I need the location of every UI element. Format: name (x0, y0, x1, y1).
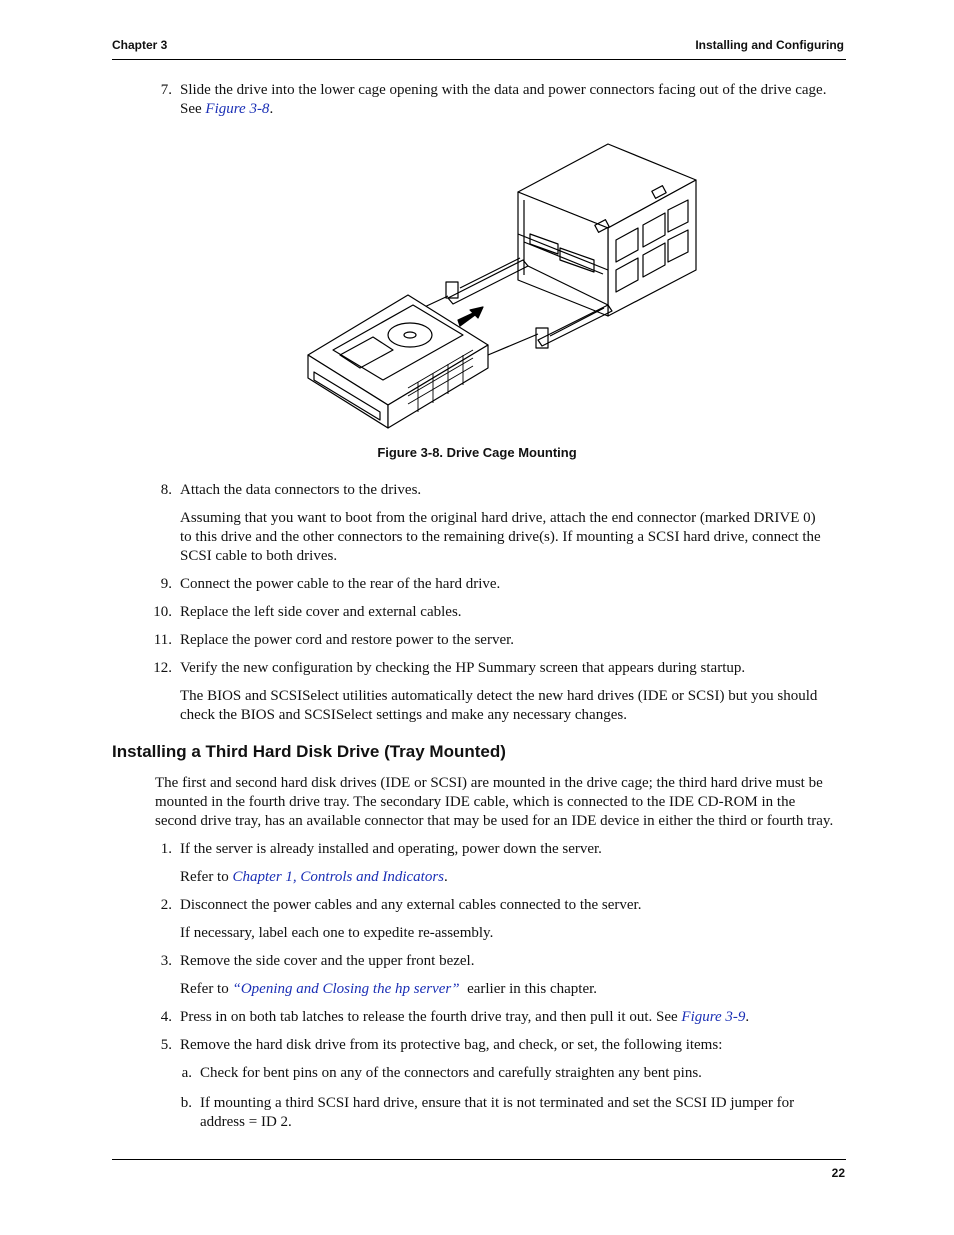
substep-letter: a. (181, 1065, 192, 1081)
page-number: 22 (831, 1166, 845, 1180)
chapter-1-link[interactable]: Chapter 1, Controls and Indicators (232, 869, 445, 885)
step-text: Verify the new configuration by checking the HP Summary screen that appears during startup. (180, 660, 746, 676)
figure-caption: Figure 3-8. Drive Cage Mounting (377, 445, 577, 460)
step-text-main: Press in on both tab latches to release the fourth drive tray, and then pull it out. See (180, 1009, 682, 1025)
step-note: check the BIOS and SCSISelect settings and make any necessary changes. (180, 707, 627, 723)
step-number: 12. (153, 660, 172, 676)
substep-text: Check for bent pins on any of the connectors and carefully straighten any bent pins. (200, 1065, 702, 1081)
step-note: If necessary, label each one to expedite re-assembly. (180, 925, 494, 941)
section-intro: The first and second hard disk drives (IDE or SCSI) are mounted in the drive cage; the third hard drive must be (155, 775, 823, 791)
step-paragraph: SCSI cable to both drives. (180, 548, 338, 564)
rail-left (448, 260, 528, 304)
step-number: 3. (160, 953, 172, 969)
step-text: Replace the left side cover and external cables. (180, 604, 462, 620)
step-number: 10. (153, 604, 172, 620)
step-number: 8. (160, 482, 172, 498)
step-text: Replace the power cord and restore power to the server. (180, 632, 515, 648)
step-text (180, 1008, 749, 1027)
step-text: Remove the side cover and the upper front bezel. (180, 953, 475, 969)
opening-closing-link[interactable]: “Opening and Closing the hp server” (232, 981, 460, 997)
step-text: Slide the drive into the lower cage opening with the data and power connectors facing out of the drive cage. (180, 82, 827, 98)
step-number: 4. (160, 1009, 172, 1025)
step-text: Disconnect the power cables and any external cables connected to the server. (180, 897, 642, 913)
step-paragraph: Assuming that you want to boot from the original hard drive, attach the end connector (marked DRIVE 0) (180, 510, 816, 526)
step-text: If the server is already installed and operating, power down the server. (180, 841, 602, 857)
header-chapter: Chapter 3 (112, 38, 168, 52)
header-section: Installing and Configuring (695, 38, 844, 52)
step-refer (180, 980, 597, 999)
step-number: 11. (153, 632, 172, 648)
step-note: The BIOS and SCSISelect utilities automatically detect the new hard drives (IDE or SCSI) but you should (180, 688, 818, 704)
see-label: See (180, 101, 206, 117)
step-refer (180, 868, 448, 887)
step-text: Attach the data connectors to the drives. (180, 482, 422, 498)
figure-3-9-link[interactable]: Figure 3-9 (681, 1009, 746, 1025)
page-header (112, 38, 844, 52)
step-text-end: . (745, 1009, 750, 1025)
refer-end: earlier in this chapter. (459, 981, 598, 997)
section-intro: mounted in the fourth drive tray. The secondary IDE cable, which is connected to the IDE CD-ROM in the (155, 794, 796, 810)
refer-label: Refer to (180, 981, 233, 997)
step-number: 7. (160, 82, 172, 98)
step-see-line (180, 100, 273, 119)
drive-cage-figure (298, 130, 698, 430)
header-rule (112, 59, 846, 60)
step-paragraph: to this drive and the other connectors to the remaining drive(s). If mounting a SCSI hard drive, connect the (180, 529, 821, 545)
refer-end: . (444, 869, 448, 885)
step-number: 1. (160, 841, 172, 857)
substep-letter: b. (180, 1095, 192, 1111)
step-number: 9. (160, 576, 172, 592)
insert-arrow (458, 307, 483, 326)
step-number: 2. (160, 897, 172, 913)
step-text: Remove the hard disk drive from its protective bag, and check, or set, the following items: (180, 1037, 723, 1053)
section-heading: Installing a Third Hard Disk Drive (Tray Mounted) (112, 742, 506, 761)
step-text: Connect the power cable to the rear of the hard drive. (180, 576, 501, 592)
substep-text: address = ID 2. (200, 1114, 292, 1130)
substep-text: If mounting a third SCSI hard drive, ensure that it is not terminated and set the SCSI ID jumper for (200, 1095, 795, 1111)
see-end: . (269, 101, 274, 117)
footer-rule (112, 1159, 846, 1160)
step-number: 5. (160, 1037, 172, 1053)
figure-3-8-link[interactable]: Figure 3-8 (205, 101, 270, 117)
section-intro: second drive tray, has an available connector that may be used for an IDE device in either the third or fourth tray. (155, 813, 834, 829)
refer-label: Refer to (180, 869, 233, 885)
